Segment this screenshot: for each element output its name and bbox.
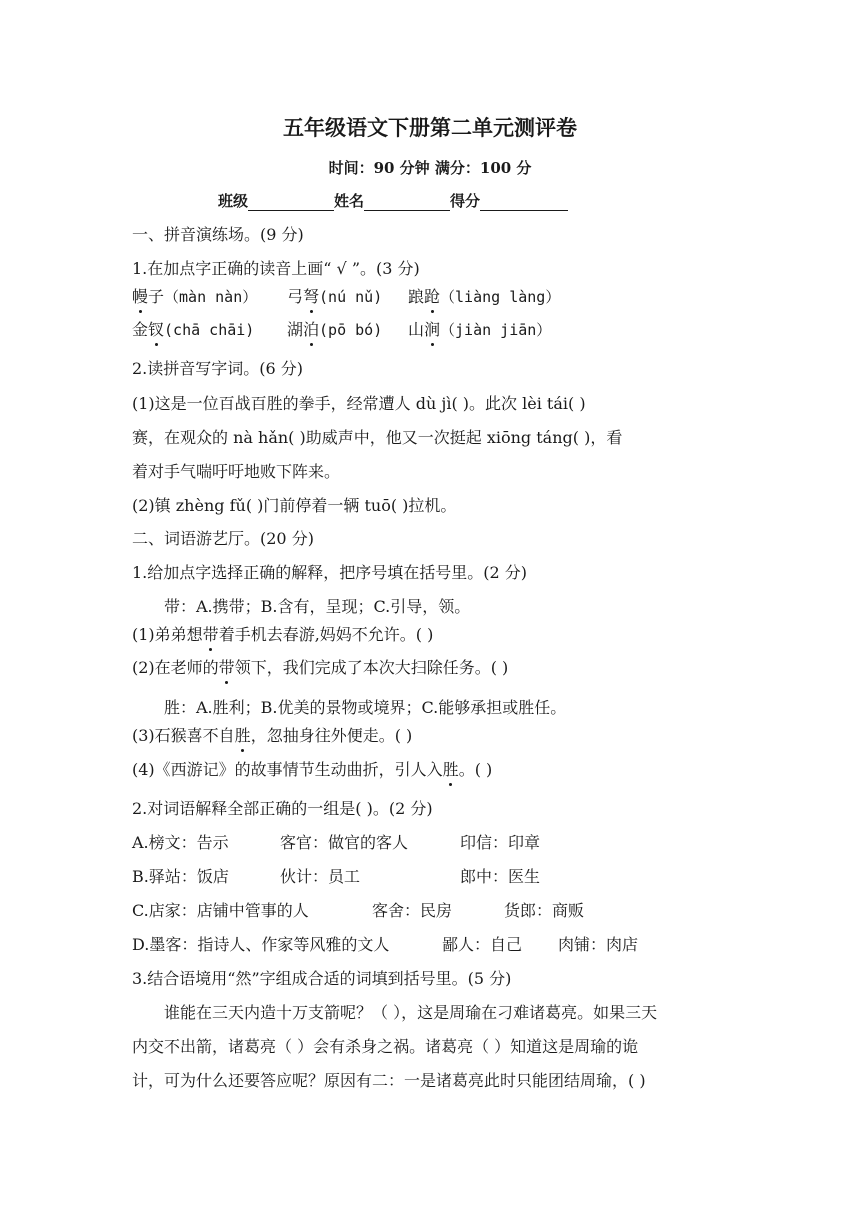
question-prompt: 3.结合语境用“然”字组成合适的词填到括号里。(5 分)	[132, 969, 512, 988]
dotted-char: 胜	[442, 760, 459, 779]
name-label: 姓名	[334, 192, 365, 210]
sentence-text: (4)《西游记》的故事情节生动曲折，引人入	[132, 760, 443, 779]
dotted-char: 涧	[424, 320, 441, 339]
option-part: 客官：做官的客人	[280, 833, 409, 852]
dotted-char: 胜	[234, 726, 251, 745]
pinyin-options[interactable]: (pō bó)	[319, 321, 383, 339]
sentence-item[interactable]	[132, 760, 492, 780]
pinyin-options[interactable]: （màn nàn）	[164, 288, 258, 306]
option-part: D.墨客：指诗人、作家等风雅的文人	[132, 935, 390, 954]
sentence-text: (2)在老师的	[132, 658, 219, 677]
exam-time-score: 时间：90 分钟 满分：100 分	[328, 159, 532, 177]
option-part: 郎中：医生	[460, 867, 541, 886]
passage-line[interactable]: 内交不出箭，诸葛亮（ ）会有杀身之祸。诸葛亮（ ）知道这是周瑜的诡	[132, 1037, 639, 1056]
question-line[interactable]: (1)这是一位百战百胜的拳手，经常遭人 dù jì( )。此次 lèi tái( )	[132, 394, 586, 413]
pinyin-options[interactable]: （jiàn jiān）	[440, 321, 552, 339]
option-part: 印信：印章	[460, 833, 541, 852]
pinyin-item	[132, 287, 257, 307]
definition-line: 胜：A.胜利；B.优美的景物或境界；C.能够承担或胜任。	[164, 698, 567, 717]
option-part: A.榜文：告示	[132, 833, 229, 852]
pinyin-options[interactable]: (nú nǔ)	[319, 288, 383, 306]
sentence-item[interactable]	[132, 726, 412, 746]
page-title: 五年级语文下册第二单元测评卷	[283, 115, 577, 140]
question-line[interactable]: (2)镇 zhèng fǔ( )门前停着一辆 tuō( )拉机。	[132, 496, 457, 515]
option-b[interactable]	[132, 867, 541, 887]
option-part: C.店家：店铺中管事的人	[132, 901, 309, 920]
question-prompt: 2.读拼音写字词。(6 分)	[132, 359, 304, 378]
option-part: 客舍：民房	[372, 901, 453, 920]
passage-line[interactable]: 谁能在三天内造十万支箭呢？（ ），这是周瑜在刁难诸葛亮。如果三天	[164, 1003, 658, 1022]
dotted-char: 带	[218, 658, 235, 677]
sentence-text: 领下，我们完成了本次大扫除任务。( )	[234, 658, 509, 677]
student-info-line	[218, 191, 568, 211]
option-part: 伙计：员工	[280, 867, 361, 886]
sentence-text: (3)石猴喜不自	[132, 726, 235, 745]
pinyin-item	[408, 287, 560, 307]
sentence-text: 着手机去春游,妈妈不允许。( )	[218, 625, 434, 644]
dotted-char: 幔	[132, 287, 149, 306]
word-char: 金	[132, 320, 149, 339]
sentence-item[interactable]	[132, 625, 433, 645]
dotted-char: 泊	[303, 320, 320, 339]
word-char: 山	[408, 320, 425, 339]
question-prompt: 1.在加点字正确的读音上画“ √ ”。(3 分)	[132, 259, 420, 278]
score-label: 得分	[450, 192, 481, 210]
pinyin-item	[287, 320, 382, 340]
dotted-char: 带	[202, 625, 219, 644]
word-char: 踉	[408, 287, 425, 306]
dotted-char: 钗	[148, 320, 165, 339]
question-line: 着对手气喘吁吁地败下阵来。	[132, 462, 341, 481]
option-part: 肉铺：肉店	[558, 935, 639, 954]
sentence-text: (1)弟弟想	[132, 625, 203, 644]
section-heading: 二、词语游艺厅。(20 分)	[132, 529, 314, 548]
section-heading: 一、拼音演练场。(9 分)	[132, 225, 304, 244]
sentence-text: 。( )	[458, 760, 493, 779]
option-part: B.驿站：饭店	[132, 867, 229, 886]
word-char: 湖	[287, 320, 304, 339]
sentence-item[interactable]	[132, 658, 508, 678]
option-part: 货郎：商贩	[504, 901, 585, 920]
sentence-text: ，忽抽身往外便走。( )	[250, 726, 413, 745]
pinyin-options[interactable]: （liàng làng）	[440, 288, 561, 306]
score-blank[interactable]	[480, 194, 568, 211]
question-line[interactable]: 赛，在观众的 nà hǎn( )助威声中，他又一次挺起 xiōng táng( )，看	[132, 428, 623, 447]
pinyin-item	[287, 287, 382, 307]
class-label: 班级	[218, 192, 249, 210]
option-d[interactable]	[132, 935, 639, 955]
pinyin-options[interactable]: (chā chāi)	[164, 321, 255, 339]
pinyin-item	[408, 320, 551, 340]
dotted-char: 跄	[424, 287, 441, 306]
passage-line[interactable]: 计，可为什么还要答应呢？原因有二：一是诸葛亮此时只能团结周瑜，( )	[132, 1071, 646, 1090]
question-prompt: 1.给加点字选择正确的解释，把序号填在括号里。(2 分)	[132, 563, 528, 582]
pinyin-item	[132, 320, 254, 340]
class-blank[interactable]	[248, 194, 334, 211]
question-prompt: 2.对词语解释全部正确的一组是( )。(2 分)	[132, 799, 433, 818]
name-blank[interactable]	[364, 194, 450, 211]
word-char: 子	[148, 287, 165, 306]
option-c[interactable]	[132, 901, 585, 921]
option-part: 鄙人：自己	[442, 935, 523, 954]
word-char: 弓	[287, 287, 304, 306]
option-a[interactable]	[132, 833, 541, 853]
dotted-char: 弩	[303, 287, 320, 306]
definition-line: 带：A.携带；B.含有，呈现；C.引导，领。	[164, 597, 471, 616]
